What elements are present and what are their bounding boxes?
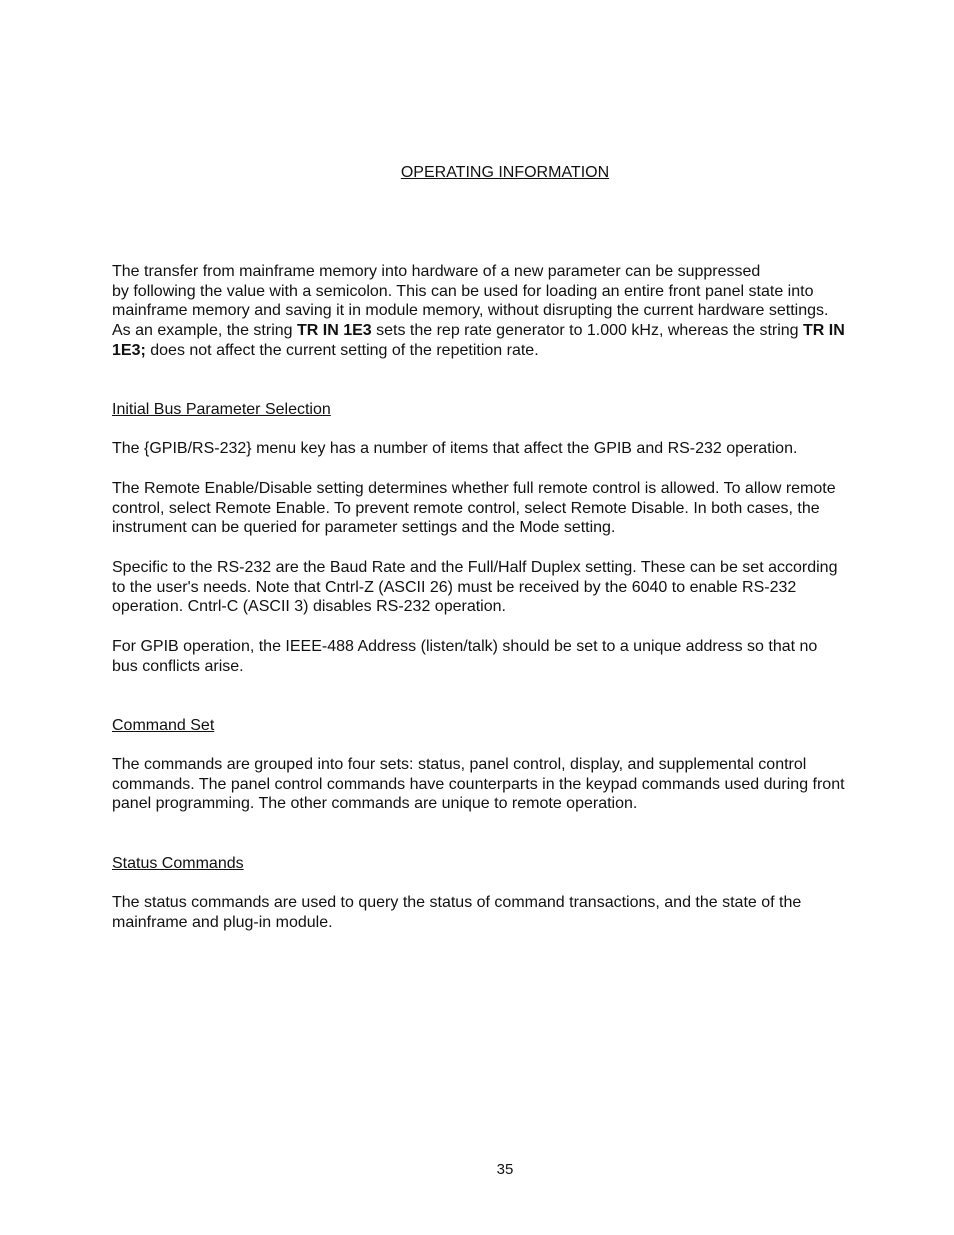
intro-line-5 bbox=[112, 341, 912, 361]
bus-p3-line-2: to the user's needs. Note that Cntrl-Z (ASCII 26) must be received by the 6040 to enable RS-232 bbox=[112, 578, 797, 596]
intro-text: does not affect the current setting of the repetition rate. bbox=[145, 341, 539, 359]
bus-p2-line-3: instrument can be queried for parameter settings and the Mode setting. bbox=[112, 519, 616, 537]
command-line-2: commands. The panel control commands have counterparts in the keypad commands used during front bbox=[112, 775, 845, 793]
page-number: 35 bbox=[496, 1161, 514, 1178]
bus-p4-line-2: bus conflicts arise. bbox=[112, 657, 244, 675]
bus-p3-line-3: operation. Cntrl-C (ASCII 3) disables RS-232 operation. bbox=[112, 598, 506, 616]
command-example-2-end: 1E3; bbox=[112, 341, 146, 359]
status-section-heading: Status Commands bbox=[112, 855, 244, 872]
command-line-3: panel programming. The other commands are unique to remote operation. bbox=[112, 795, 638, 813]
intro-text: As an example, the string bbox=[112, 322, 297, 340]
bus-paragraph-3 bbox=[112, 558, 912, 617]
bus-paragraph-4 bbox=[112, 637, 912, 676]
bus-paragraph-1 bbox=[112, 439, 912, 459]
command-paragraph bbox=[112, 755, 912, 814]
command-example-2: TR IN bbox=[803, 322, 845, 340]
intro-paragraph bbox=[112, 262, 912, 361]
command-line-1: The commands are grouped into four sets: status, panel control, display, and supplemental control bbox=[112, 756, 807, 773]
command-example-1: TR IN 1E3 bbox=[296, 322, 372, 340]
intro-line-1: The transfer from mainframe memory into hardware of a new parameter can be suppressed bbox=[112, 263, 761, 280]
status-line-1: The status commands are used to query the status of command transactions, and the state of the bbox=[112, 894, 802, 911]
bus-p2-line-2: control, select Remote Enable. To prevent remote control, select Remote Disable. In both cases, the bbox=[112, 499, 820, 517]
status-line-2: mainframe and plug-in module. bbox=[112, 913, 333, 931]
status-paragraph bbox=[112, 893, 912, 932]
page-title: OPERATING INFORMATION bbox=[400, 164, 610, 181]
intro-line-4 bbox=[112, 321, 912, 341]
command-section-heading: Command Set bbox=[112, 717, 215, 734]
intro-line-3: mainframe memory and saving it in module memory, without disrupting the current hardware settings. bbox=[112, 302, 829, 320]
bus-p3-line-1: Specific to the RS-232 are the Baud Rate and the Full/Half Duplex setting. These can be set according bbox=[112, 559, 838, 576]
bus-p2-line-1: The Remote Enable/Disable setting determines whether full remote control is allowed. To allow remote bbox=[112, 480, 836, 497]
bus-paragraph-2 bbox=[112, 479, 912, 538]
intro-text: sets the rep rate generator to 1.000 kHz, whereas the string bbox=[371, 322, 804, 340]
bus-section-heading: Initial Bus Parameter Selection bbox=[112, 401, 331, 418]
bus-p4-line-1: For GPIB operation, the IEEE-488 Address (listen/talk) should be set to a unique address so that no bbox=[112, 638, 818, 655]
bus-p1-line: The {GPIB/RS-232} menu key has a number of items that affect the GPIB and RS-232 operation. bbox=[112, 440, 798, 457]
intro-line-2: by following the value with a semicolon. This can be used for loading an entire front panel state into bbox=[112, 282, 814, 300]
